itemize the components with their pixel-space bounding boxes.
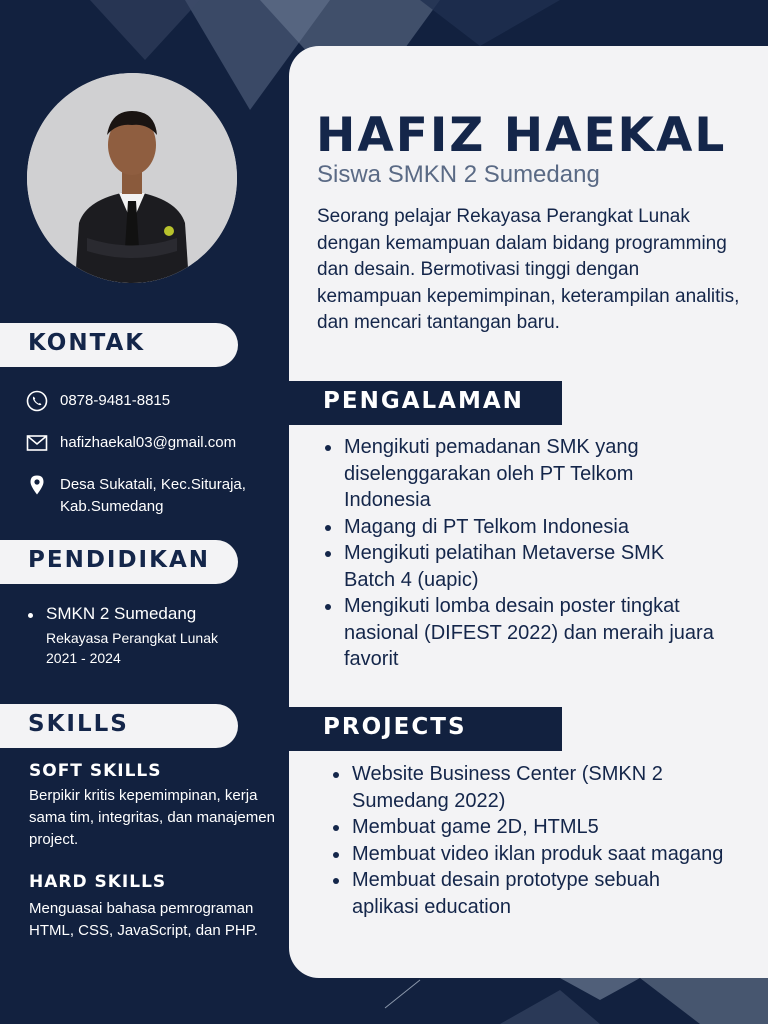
phone-number[interactable]: 0878-9481-8815 (60, 392, 171, 409)
hard-skills-text: Menguasai bahasa pemrograman HTML, CSS, JavaScript, dan PHP. (29, 900, 258, 939)
profile-photo (27, 73, 237, 283)
list-item: Mengikuti pemadanan SMK yang diselenggarakan oleh PT Telkom Indonesia (317, 434, 717, 514)
experience-heading: PENGALAMAN (323, 388, 524, 414)
email-address[interactable]: hafizhaekal03@gmail.com (60, 434, 237, 451)
profile-summary: Seorang pelajar Rekayasa Perangkat Lunak dengan kemampuan dalam bidang programming dan desain. Bermotivasi tinggi dengan kemampuan kepemimpinan, keterampilan analitis, dan mencari tantangan baru. (317, 206, 740, 333)
education-heading: PENDIDIKAN (28, 547, 210, 573)
phone-icon (26, 390, 48, 412)
person-name: HAFIZ HAEKAL (316, 108, 727, 163)
soft-skills-text: Berpikir kritis kepemimpinan, kerja sama tim, integritas, dan manajemen project. (29, 787, 275, 848)
list-item: Magang di PT Telkom Indonesia (317, 514, 717, 541)
projects-heading: PROJECTS (323, 714, 467, 740)
address-line-1: Desa Sukatali, Kec.Situraja, (60, 476, 246, 493)
location-pin-icon (26, 474, 48, 496)
list-item: Mengikuti lomba desain poster tingkat nasional (DIFEST 2022) dan meraih juara favorit (317, 593, 717, 673)
list-item: Membuat video iklan produk saat magang (325, 841, 725, 868)
education-heading-pill (0, 540, 238, 584)
hard-skills-heading: HARD SKILLS (29, 872, 167, 892)
list-item: Membuat desain prototype sebuah aplikasi education (325, 867, 725, 920)
list-item: Website Business Center (SMKN 2 Sumedang 2022) (325, 761, 725, 814)
address-line-2: Kab.Sumedang (60, 498, 164, 515)
projects-list (325, 761, 725, 920)
skills-heading-pill (0, 704, 238, 748)
projects-heading-bar (289, 707, 562, 751)
contact-heading-pill (0, 323, 238, 367)
list-item: Mengikuti pelatihan Metaverse SMK Batch 4 (uapic) (317, 540, 717, 593)
education-years: 2021 - 2024 (46, 650, 121, 666)
soft-skills-heading: SOFT SKILLS (29, 761, 162, 781)
email-icon (26, 432, 48, 454)
list-item: Membuat game 2D, HTML5 (325, 814, 725, 841)
contact-heading: KONTAK (28, 330, 146, 356)
bullet (28, 613, 33, 618)
education-major: Rekayasa Perangkat Lunak (46, 630, 218, 646)
experience-heading-bar (289, 381, 562, 425)
skills-heading: SKILLS (28, 711, 129, 737)
person-subtitle: Siswa SMKN 2 Sumedang (317, 161, 600, 188)
experience-list (317, 434, 717, 673)
education-school: SMKN 2 Sumedang (46, 604, 197, 623)
